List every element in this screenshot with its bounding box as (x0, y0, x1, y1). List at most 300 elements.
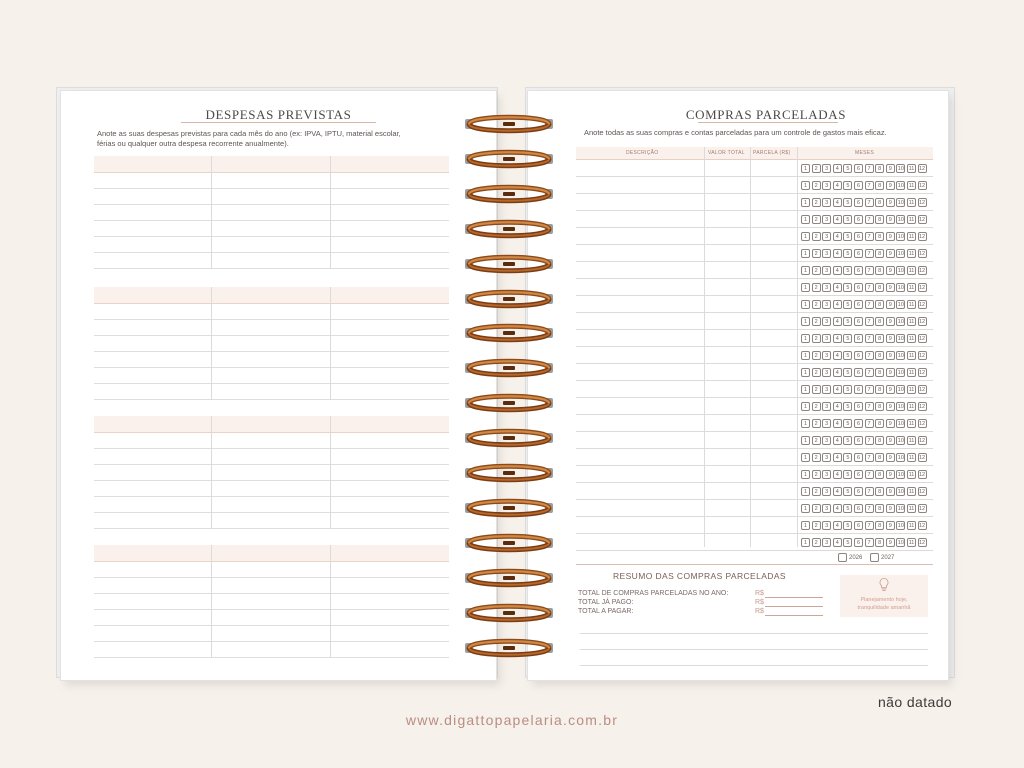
month-checkbox[interactable]: 2 (812, 249, 821, 258)
month-checkbox[interactable]: 5 (843, 181, 852, 190)
month-checkbox[interactable]: 9 (886, 538, 895, 547)
month-checkbox[interactable]: 1 (801, 453, 810, 462)
month-checkbox[interactable]: 12 (918, 353, 926, 359)
month-checkbox[interactable]: 9 (886, 317, 895, 326)
month-checkbox[interactable]: 4 (833, 470, 842, 479)
month-checkbox[interactable]: 1 (801, 538, 810, 547)
month-checkbox[interactable]: 8 (875, 266, 884, 275)
month-checkbox[interactable]: 7 (865, 351, 874, 360)
month-checkbox[interactable]: 4 (833, 538, 842, 547)
month-checkbox[interactable]: 7 (865, 232, 874, 241)
month-checkbox[interactable]: 10 (897, 302, 904, 308)
table-row[interactable] (576, 347, 933, 364)
month-checkbox[interactable]: 11 (908, 387, 915, 393)
month-checkbox[interactable]: 10 (897, 387, 904, 393)
month-checkbox[interactable]: 9 (886, 249, 895, 258)
month-checkbox[interactable]: 9 (886, 385, 895, 394)
month-checkbox[interactable]: 4 (833, 351, 842, 360)
month-checkbox[interactable]: 6 (854, 351, 863, 360)
month-checkbox[interactable]: 12 (918, 506, 926, 512)
table-row[interactable] (576, 194, 933, 211)
month-checkbox[interactable]: 8 (875, 402, 884, 411)
month-checkbox[interactable]: 1 (801, 266, 810, 275)
month-checkbox[interactable]: 10 (897, 285, 904, 291)
month-checkbox[interactable]: 7 (865, 487, 874, 496)
month-checkbox[interactable]: 12 (918, 285, 926, 291)
month-checkbox[interactable]: 11 (908, 200, 915, 206)
expense-row[interactable] (94, 513, 449, 529)
month-checkbox[interactable]: 8 (875, 198, 884, 207)
month-checkbox[interactable]: 8 (875, 215, 884, 224)
month-checkbox[interactable]: 9 (886, 521, 895, 530)
month-checkbox[interactable]: 6 (854, 470, 863, 479)
month-checkbox[interactable]: 6 (854, 487, 863, 496)
month-checkbox[interactable]: 4 (833, 368, 842, 377)
month-checkbox[interactable]: 5 (843, 470, 852, 479)
month-checkbox[interactable]: 8 (875, 232, 884, 241)
month-checkbox[interactable]: 10 (897, 455, 904, 461)
month-checkbox[interactable]: 7 (865, 164, 874, 173)
month-checkbox[interactable]: 9 (886, 232, 895, 241)
month-checkbox[interactable]: 6 (854, 521, 863, 530)
month-checkbox[interactable]: 5 (843, 249, 852, 258)
month-checkbox[interactable]: 2 (812, 453, 821, 462)
month-checkbox[interactable]: 4 (833, 266, 842, 275)
month-checkbox[interactable]: 9 (886, 436, 895, 445)
month-checkbox[interactable]: 5 (843, 232, 852, 241)
month-checkbox[interactable]: 9 (886, 334, 895, 343)
month-checkbox[interactable]: 2 (812, 266, 821, 275)
month-checkbox[interactable]: 3 (822, 351, 831, 360)
month-checkbox[interactable]: 4 (833, 419, 842, 428)
month-checkbox[interactable]: 5 (843, 351, 852, 360)
month-checkbox[interactable]: 3 (822, 300, 831, 309)
month-checkbox[interactable]: 2 (812, 232, 821, 241)
table-row[interactable] (576, 245, 933, 262)
month-checkbox[interactable]: 3 (822, 368, 831, 377)
expense-row[interactable] (94, 205, 449, 221)
month-checkbox[interactable]: 6 (854, 300, 863, 309)
month-checkbox[interactable]: 3 (822, 470, 831, 479)
expense-row[interactable] (94, 320, 449, 336)
month-checkbox[interactable]: 6 (854, 453, 863, 462)
month-checkbox[interactable]: 11 (908, 353, 915, 359)
month-checkbox[interactable]: 4 (833, 215, 842, 224)
month-checkbox[interactable]: 3 (822, 453, 831, 462)
month-checkbox[interactable]: 9 (886, 283, 895, 292)
month-checkbox[interactable]: 1 (801, 419, 810, 428)
month-checkbox[interactable]: 11 (908, 404, 915, 410)
month-checkbox[interactable]: 12 (918, 438, 926, 444)
month-checkbox[interactable]: 7 (865, 249, 874, 258)
month-checkbox[interactable]: 4 (833, 334, 842, 343)
month-checkbox[interactable]: 3 (822, 317, 831, 326)
month-checkbox[interactable]: 11 (908, 268, 915, 274)
month-checkbox[interactable]: 7 (865, 538, 874, 547)
month-checkbox[interactable]: 10 (897, 540, 904, 546)
table-row[interactable] (576, 466, 933, 483)
table-row[interactable] (576, 415, 933, 432)
summary-input-line[interactable] (765, 606, 823, 607)
month-checkbox[interactable]: 9 (886, 266, 895, 275)
month-checkbox[interactable]: 5 (843, 300, 852, 309)
expense-row[interactable] (94, 497, 449, 513)
month-checkbox[interactable]: 4 (833, 198, 842, 207)
month-checkbox[interactable]: 4 (833, 521, 842, 530)
month-checkbox[interactable]: 6 (854, 232, 863, 241)
month-checkbox[interactable]: 2 (812, 215, 821, 224)
month-checkbox[interactable]: 10 (897, 166, 904, 172)
month-checkbox[interactable]: 9 (886, 402, 895, 411)
month-checkbox[interactable]: 3 (822, 436, 831, 445)
expense-row[interactable] (94, 449, 449, 465)
month-checkbox[interactable]: 11 (908, 319, 915, 325)
expense-row[interactable] (94, 610, 449, 626)
month-checkbox[interactable]: 10 (897, 523, 904, 529)
month-checkbox[interactable]: 9 (886, 368, 895, 377)
month-checkbox[interactable]: 2 (812, 487, 821, 496)
month-checkbox[interactable]: 2 (812, 436, 821, 445)
note-line[interactable] (580, 633, 928, 634)
year-option-2027[interactable] (870, 555, 894, 561)
month-checkbox[interactable]: 2 (812, 504, 821, 513)
month-checkbox[interactable]: 11 (908, 506, 915, 512)
month-checkbox[interactable]: 12 (918, 251, 926, 257)
month-checkbox[interactable]: 12 (918, 523, 926, 529)
month-checkbox[interactable]: 10 (897, 421, 904, 427)
month-checkbox[interactable]: 12 (918, 302, 926, 308)
month-checkbox[interactable]: 12 (918, 370, 926, 376)
month-checkbox[interactable]: 2 (812, 317, 821, 326)
month-checkbox[interactable]: 3 (822, 538, 831, 547)
month-checkbox[interactable]: 7 (865, 402, 874, 411)
month-checkbox[interactable]: 5 (843, 453, 852, 462)
month-checkbox[interactable]: 2 (812, 181, 821, 190)
month-checkbox[interactable]: 10 (897, 472, 904, 478)
month-checkbox[interactable]: 2 (812, 334, 821, 343)
month-checkbox[interactable]: 5 (843, 436, 852, 445)
month-checkbox[interactable]: 2 (812, 419, 821, 428)
month-checkbox[interactable]: 3 (822, 487, 831, 496)
month-checkbox[interactable]: 8 (875, 334, 884, 343)
month-checkbox[interactable]: 7 (865, 266, 874, 275)
expense-row[interactable] (94, 368, 449, 384)
month-checkbox[interactable]: 8 (875, 249, 884, 258)
expense-row[interactable] (94, 642, 449, 658)
month-checkbox[interactable]: 9 (886, 351, 895, 360)
month-checkbox[interactable]: 10 (897, 438, 904, 444)
table-row[interactable] (576, 313, 933, 330)
month-checkbox[interactable]: 8 (875, 487, 884, 496)
month-checkbox[interactable]: 10 (897, 336, 904, 342)
month-checkbox[interactable]: 10 (897, 489, 904, 495)
month-checkbox[interactable]: 8 (875, 181, 884, 190)
month-checkbox[interactable]: 11 (908, 166, 915, 172)
month-checkbox[interactable]: 6 (854, 419, 863, 428)
month-checkbox[interactable]: 9 (886, 419, 895, 428)
month-checkbox[interactable]: 5 (843, 419, 852, 428)
month-checkbox[interactable]: 6 (854, 385, 863, 394)
month-checkbox[interactable]: 10 (897, 370, 904, 376)
month-checkbox[interactable]: 12 (918, 404, 926, 410)
month-checkbox[interactable]: 7 (865, 504, 874, 513)
month-checkbox[interactable]: 1 (801, 232, 810, 241)
expense-row[interactable] (94, 221, 449, 237)
month-checkbox[interactable]: 5 (843, 283, 852, 292)
month-checkbox[interactable]: 6 (854, 198, 863, 207)
month-checkbox[interactable]: 5 (843, 385, 852, 394)
month-checkbox[interactable]: 9 (886, 198, 895, 207)
month-checkbox[interactable]: 4 (833, 283, 842, 292)
expense-row[interactable] (94, 352, 449, 368)
month-checkbox[interactable]: 7 (865, 385, 874, 394)
table-row[interactable] (576, 330, 933, 347)
month-checkbox[interactable]: 11 (908, 336, 915, 342)
month-checkbox[interactable]: 1 (801, 385, 810, 394)
month-checkbox[interactable]: 1 (801, 436, 810, 445)
month-checkbox[interactable]: 3 (822, 504, 831, 513)
month-checkbox[interactable]: 11 (908, 523, 915, 529)
month-checkbox[interactable]: 6 (854, 266, 863, 275)
month-checkbox[interactable]: 2 (812, 521, 821, 530)
month-checkbox[interactable]: 1 (801, 249, 810, 258)
month-checkbox[interactable]: 11 (908, 421, 915, 427)
expense-row[interactable] (94, 594, 449, 610)
table-row[interactable] (576, 449, 933, 466)
month-checkbox[interactable]: 5 (843, 334, 852, 343)
month-checkbox[interactable]: 7 (865, 334, 874, 343)
expense-row[interactable] (94, 237, 449, 253)
month-checkbox[interactable]: 6 (854, 249, 863, 258)
month-checkbox[interactable]: 1 (801, 334, 810, 343)
month-checkbox[interactable]: 1 (801, 402, 810, 411)
table-row[interactable] (576, 381, 933, 398)
month-checkbox[interactable]: 6 (854, 283, 863, 292)
month-checkbox[interactable]: 5 (843, 368, 852, 377)
month-checkbox[interactable]: 9 (886, 215, 895, 224)
month-checkbox[interactable]: 3 (822, 283, 831, 292)
month-checkbox[interactable]: 2 (812, 164, 821, 173)
month-checkbox[interactable]: 4 (833, 317, 842, 326)
month-checkbox[interactable]: 8 (875, 300, 884, 309)
month-checkbox[interactable]: 1 (801, 368, 810, 377)
expense-row[interactable] (94, 384, 449, 400)
month-checkbox[interactable]: 1 (801, 351, 810, 360)
month-checkbox[interactable]: 11 (908, 455, 915, 461)
month-checkbox[interactable]: 1 (801, 300, 810, 309)
table-row[interactable] (576, 517, 933, 534)
month-checkbox[interactable]: 10 (897, 200, 904, 206)
month-checkbox[interactable]: 3 (822, 419, 831, 428)
month-checkbox[interactable]: 7 (865, 198, 874, 207)
expense-row[interactable] (94, 562, 449, 578)
month-checkbox[interactable]: 12 (918, 200, 926, 206)
month-checkbox[interactable]: 1 (801, 198, 810, 207)
month-checkbox[interactable]: 3 (822, 215, 831, 224)
month-checkbox[interactable]: 6 (854, 215, 863, 224)
month-checkbox[interactable]: 5 (843, 538, 852, 547)
month-checkbox[interactable]: 12 (918, 387, 926, 393)
month-checkbox[interactable]: 11 (908, 370, 915, 376)
month-checkbox[interactable]: 5 (843, 487, 852, 496)
month-checkbox[interactable]: 10 (897, 353, 904, 359)
month-checkbox[interactable]: 8 (875, 538, 884, 547)
month-checkbox[interactable]: 2 (812, 300, 821, 309)
month-checkbox[interactable]: 11 (908, 438, 915, 444)
month-checkbox[interactable]: 1 (801, 215, 810, 224)
month-checkbox[interactable]: 11 (908, 285, 915, 291)
month-checkbox[interactable]: 5 (843, 402, 852, 411)
month-checkbox[interactable]: 7 (865, 436, 874, 445)
month-checkbox[interactable]: 8 (875, 368, 884, 377)
table-row[interactable] (576, 177, 933, 194)
month-checkbox[interactable]: 11 (908, 251, 915, 257)
table-row[interactable] (576, 211, 933, 228)
month-checkbox[interactable]: 3 (822, 266, 831, 275)
year-option-2026[interactable] (838, 555, 862, 561)
month-checkbox[interactable]: 6 (854, 538, 863, 547)
table-row[interactable] (576, 500, 933, 517)
note-line[interactable] (580, 665, 928, 666)
month-checkbox[interactable]: 8 (875, 385, 884, 394)
month-checkbox[interactable]: 9 (886, 453, 895, 462)
month-checkbox[interactable]: 8 (875, 419, 884, 428)
month-checkbox[interactable]: 5 (843, 266, 852, 275)
month-checkbox[interactable]: 11 (908, 302, 915, 308)
month-checkbox[interactable]: 6 (854, 504, 863, 513)
month-checkbox[interactable]: 12 (918, 472, 926, 478)
month-checkbox[interactable]: 10 (897, 268, 904, 274)
month-checkbox[interactable]: 10 (897, 404, 904, 410)
expense-row[interactable] (94, 189, 449, 205)
month-checkbox[interactable]: 11 (908, 217, 915, 223)
expense-row[interactable] (94, 173, 449, 189)
month-checkbox[interactable]: 8 (875, 164, 884, 173)
month-checkbox[interactable]: 3 (822, 164, 831, 173)
month-checkbox[interactable]: 8 (875, 317, 884, 326)
month-checkbox[interactable]: 7 (865, 181, 874, 190)
table-row[interactable] (576, 279, 933, 296)
month-checkbox[interactable]: 4 (833, 385, 842, 394)
month-checkbox[interactable]: 2 (812, 368, 821, 377)
month-checkbox[interactable]: 7 (865, 300, 874, 309)
month-checkbox[interactable]: 11 (908, 540, 915, 546)
month-checkbox[interactable]: 3 (822, 334, 831, 343)
table-row[interactable] (576, 262, 933, 279)
month-checkbox[interactable]: 2 (812, 351, 821, 360)
month-checkbox[interactable]: 1 (801, 470, 810, 479)
block-header[interactable] (94, 416, 449, 433)
month-checkbox[interactable]: 8 (875, 436, 884, 445)
month-checkbox[interactable]: 6 (854, 164, 863, 173)
month-checkbox[interactable]: 3 (822, 232, 831, 241)
month-checkbox[interactable]: 12 (918, 336, 926, 342)
month-checkbox[interactable]: 1 (801, 164, 810, 173)
month-checkbox[interactable]: 2 (812, 385, 821, 394)
month-checkbox[interactable]: 6 (854, 334, 863, 343)
month-checkbox[interactable]: 9 (886, 164, 895, 173)
month-checkbox[interactable]: 6 (854, 402, 863, 411)
expense-row[interactable] (94, 304, 449, 320)
month-checkbox[interactable]: 12 (918, 217, 926, 223)
month-checkbox[interactable]: 2 (812, 402, 821, 411)
table-row[interactable] (576, 483, 933, 500)
month-checkbox[interactable]: 3 (822, 521, 831, 530)
month-checkbox[interactable]: 4 (833, 249, 842, 258)
month-checkbox[interactable]: 9 (886, 487, 895, 496)
month-checkbox[interactable]: 3 (822, 385, 831, 394)
month-checkbox[interactable]: 10 (897, 234, 904, 240)
month-checkbox[interactable]: 2 (812, 538, 821, 547)
expense-row[interactable] (94, 465, 449, 481)
month-checkbox[interactable]: 8 (875, 453, 884, 462)
month-checkbox[interactable]: 3 (822, 402, 831, 411)
month-checkbox[interactable]: 12 (918, 268, 926, 274)
month-checkbox[interactable]: 9 (886, 181, 895, 190)
month-checkbox[interactable]: 10 (897, 217, 904, 223)
month-checkbox[interactable]: 1 (801, 181, 810, 190)
month-checkbox[interactable]: 6 (854, 181, 863, 190)
month-checkbox[interactable]: 5 (843, 521, 852, 530)
month-checkbox[interactable]: 2 (812, 283, 821, 292)
month-checkbox[interactable]: 12 (918, 421, 926, 427)
month-checkbox[interactable]: 4 (833, 181, 842, 190)
month-checkbox[interactable]: 11 (908, 183, 915, 189)
summary-input-line[interactable] (765, 615, 823, 616)
month-checkbox[interactable]: 11 (908, 472, 915, 478)
table-row[interactable] (576, 534, 933, 551)
expense-row[interactable] (94, 626, 449, 642)
month-checkbox[interactable]: 3 (822, 198, 831, 207)
month-checkbox[interactable]: 11 (908, 489, 915, 495)
month-checkbox[interactable]: 1 (801, 317, 810, 326)
expense-row[interactable] (94, 433, 449, 449)
month-checkbox[interactable]: 5 (843, 317, 852, 326)
month-checkbox[interactable]: 12 (918, 234, 926, 240)
month-checkbox[interactable]: 3 (822, 181, 831, 190)
month-checkbox[interactable]: 6 (854, 317, 863, 326)
month-checkbox[interactable]: 7 (865, 215, 874, 224)
month-checkbox[interactable]: 5 (843, 198, 852, 207)
month-checkbox[interactable]: 7 (865, 419, 874, 428)
month-checkbox[interactable]: 1 (801, 521, 810, 530)
month-checkbox[interactable]: 4 (833, 232, 842, 241)
table-row[interactable] (576, 296, 933, 313)
month-checkbox[interactable]: 9 (886, 504, 895, 513)
table-row[interactable] (576, 432, 933, 449)
table-row[interactable] (576, 364, 933, 381)
month-checkbox[interactable]: 8 (875, 470, 884, 479)
month-checkbox[interactable]: 10 (897, 183, 904, 189)
table-row[interactable] (576, 398, 933, 415)
month-checkbox[interactable]: 3 (822, 249, 831, 258)
expense-row[interactable] (94, 336, 449, 352)
month-checkbox[interactable]: 4 (833, 436, 842, 445)
month-checkbox[interactable]: 2 (812, 198, 821, 207)
month-checkbox[interactable]: 6 (854, 436, 863, 445)
month-checkbox[interactable]: 5 (843, 164, 852, 173)
month-checkbox[interactable]: 4 (833, 487, 842, 496)
note-line[interactable] (580, 649, 928, 650)
month-checkbox[interactable]: 4 (833, 300, 842, 309)
month-checkbox[interactable]: 7 (865, 283, 874, 292)
month-checkbox[interactable]: 12 (918, 540, 926, 546)
month-checkbox[interactable]: 11 (908, 234, 915, 240)
month-checkbox[interactable]: 6 (854, 368, 863, 377)
month-checkbox[interactable]: 4 (833, 453, 842, 462)
summary-input-line[interactable] (765, 597, 823, 598)
month-checkbox[interactable]: 10 (897, 319, 904, 325)
